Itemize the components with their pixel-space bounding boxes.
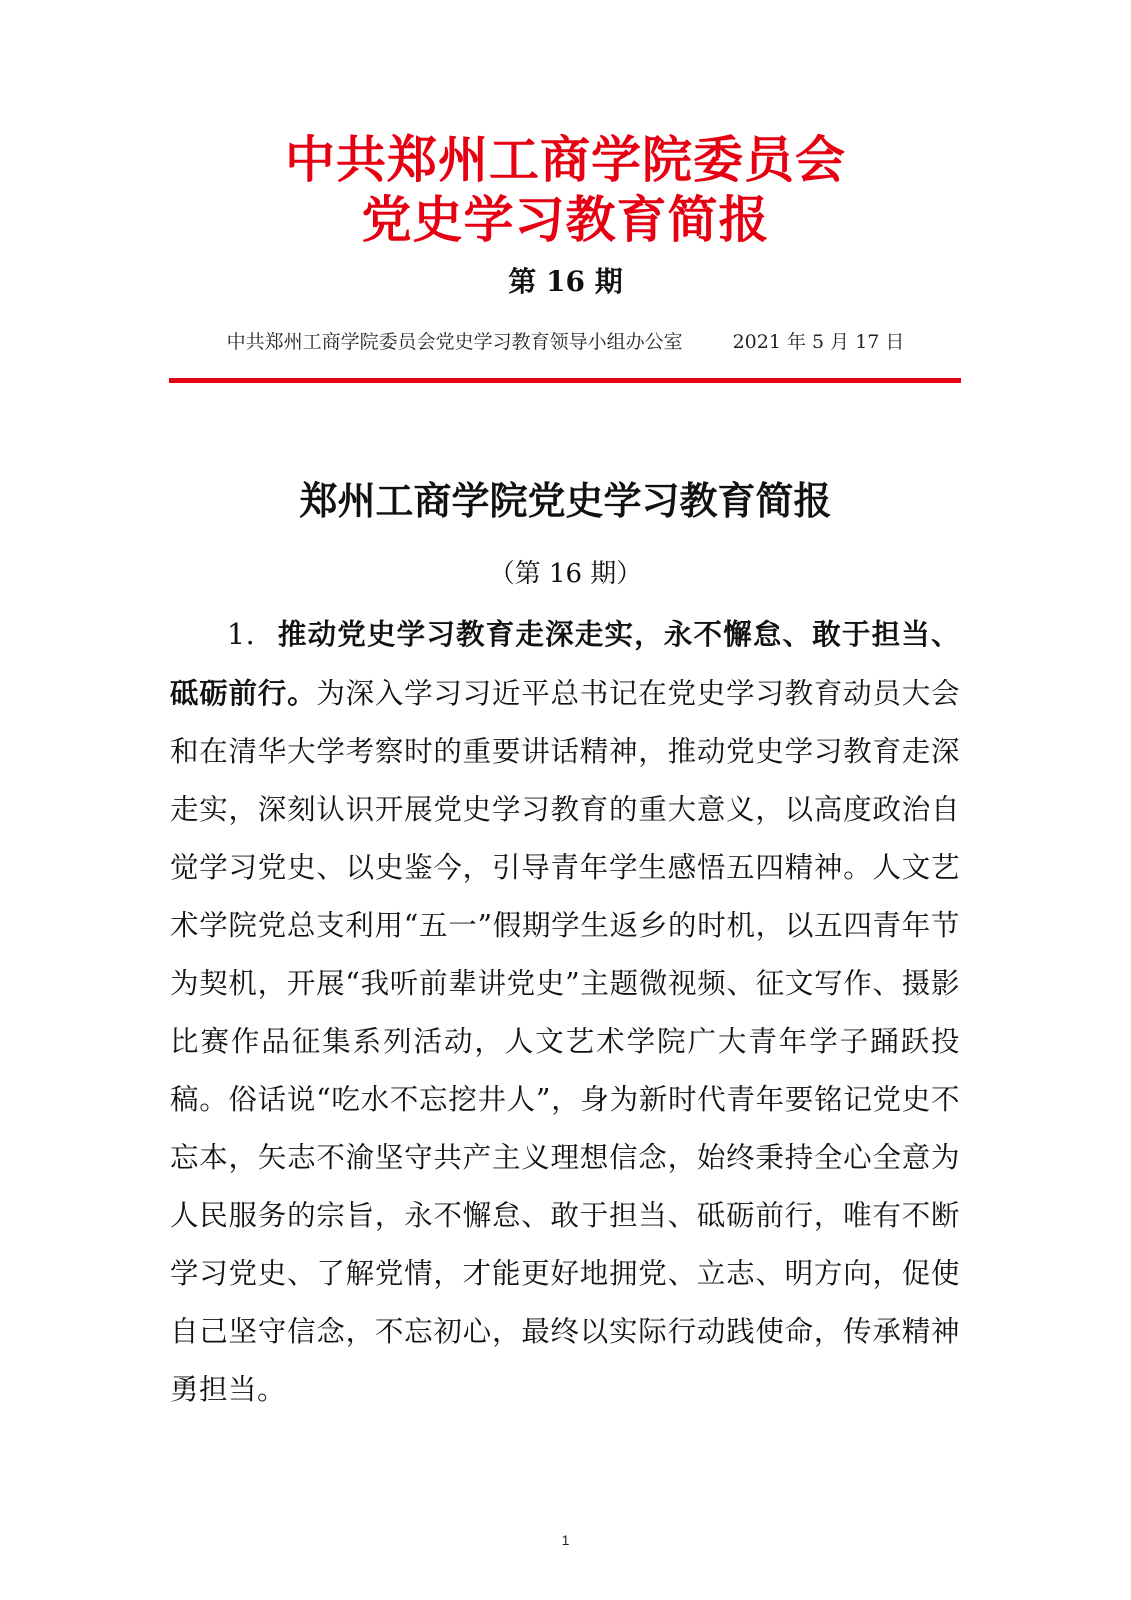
issuer-name: 中共郑州工商学院委员会党史学习教育领导小组办公室 [226,331,683,353]
masthead-issue-number: 第 16 期 [508,265,623,298]
masthead-issuer-line [0,328,1131,356]
item-body: 为深入学习习近平总书记在党史学习教育动员大会和在清华大学考察时的重要讲话精神，推动党史学习教育走深走实，深刻认识开展党史学习教育的重大意义，以高度政治自觉学习党史、以史鉴今，引导青年学生感悟五四精神。人文艺术学院党总支利用“五一”假期学生返乡的时机，以五四青年节为契机，开展“我听前辈讲党史”主题微视频、征文写作、摄影比赛作品征集系列活动，人文艺术学院广大青年学子踊跃投稿。俗话说“吃水不忘挖井人”，身为新时代青年要铭记党史不忘本，矢志不渝坚守共产主义理想信念，始终秉持全心全意为人民服务的宗旨，永不懈怠、敢于担当、砥砺前行，唯有不断学习党史、了解党情，才能更好地拥党、立志、明方向，促使自己坚守信念，不忘初心，最终以实际行动践使命，传承精神勇担当。 [170,677,960,1406]
masthead-red-divider [169,378,961,383]
page-number: 1 [561,1532,570,1548]
item-heading: 推动党史学习教育走深走实，永不懈怠、敢于担当、砥砺前行。 [170,617,960,710]
issue-date: 2021 年 5 月 17 日 [732,331,905,353]
document-title: 郑州工商学院党史学习教育简报 [299,478,832,523]
body-paragraph [170,605,960,1419]
masthead-title-line1: 中共郑州工商学院委员会 [285,130,846,189]
document-subtitle: （第 16 期） [488,559,643,589]
item-number: 1. [227,618,256,651]
masthead-title-line2: 党史学习教育简报 [361,190,770,249]
